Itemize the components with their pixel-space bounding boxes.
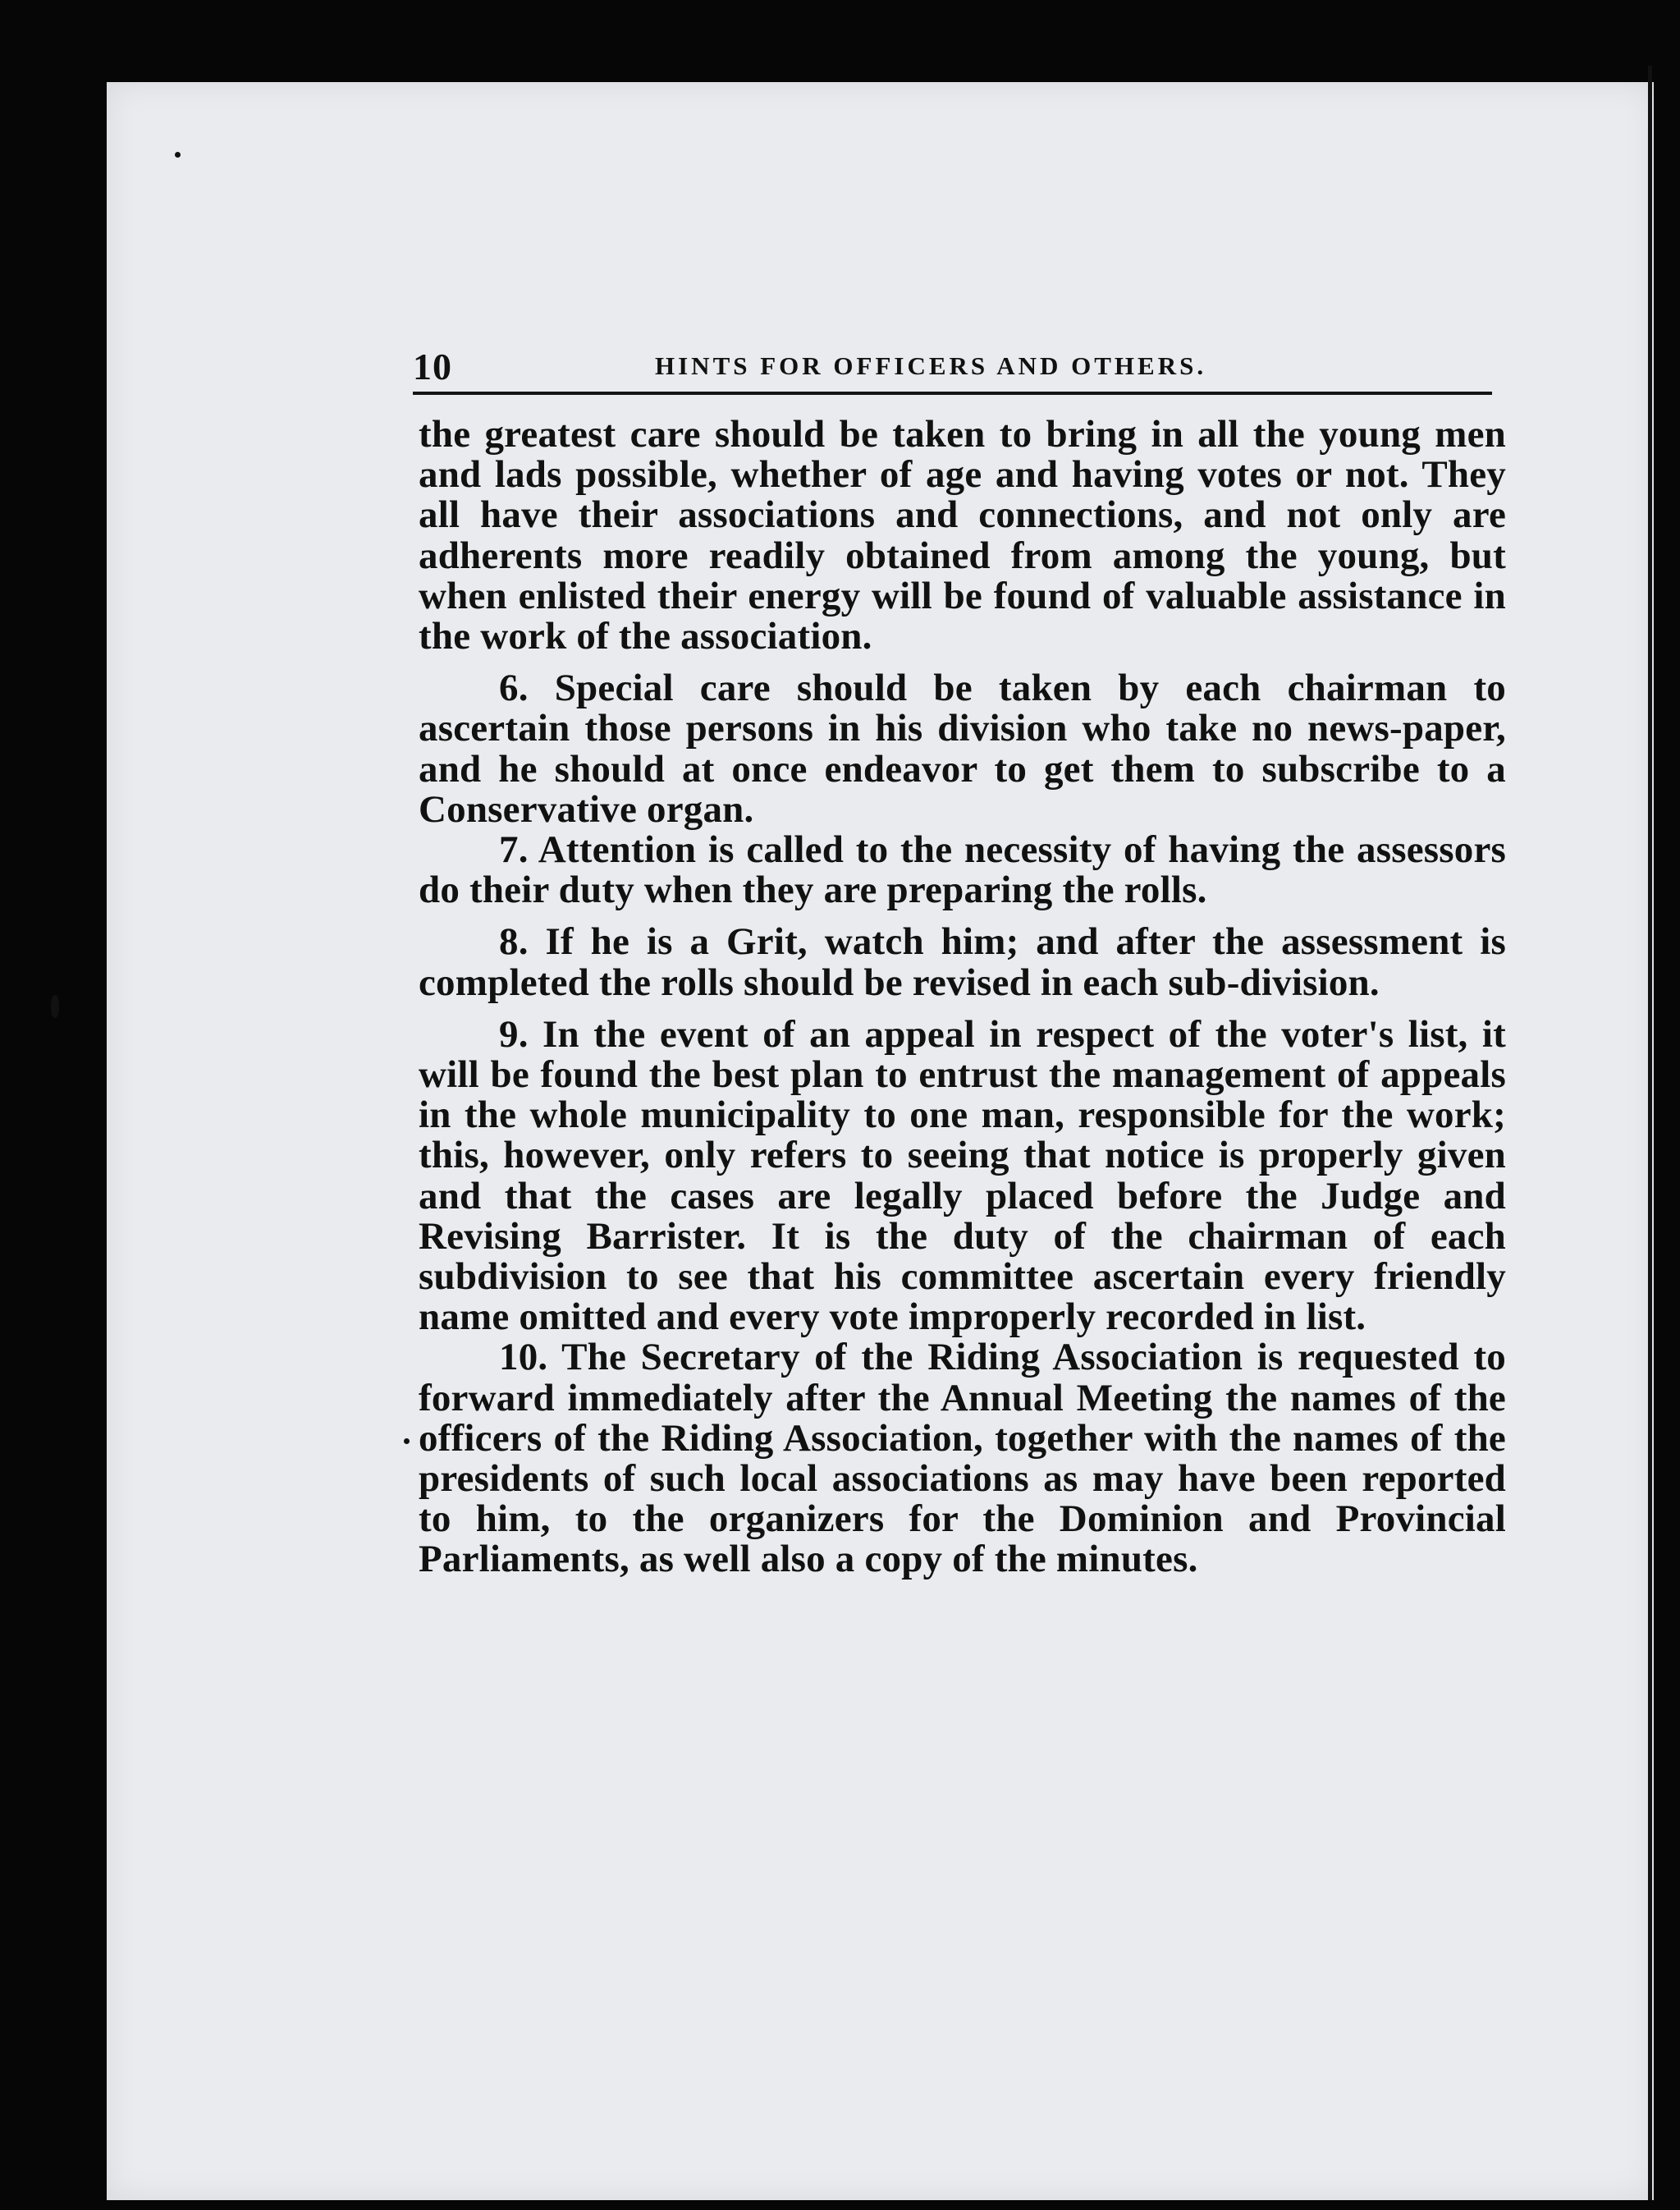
scan-speck [51,995,59,1018]
body-text [419,415,1506,1580]
paragraph-6: 6. Special care should be taken by each chairman to ascertain those persons in his division who take no news-paper, and he should at once endeavor to get them to subscribe to a Conservative organ. [419,667,1506,831]
paragraph-8: 8. If he is a Grit, watch him; and after the assessment is completed the rolls should be revised in each sub-division. [419,920,1506,1004]
page-header [413,345,1488,394]
page-edge-shadow [1648,66,1652,2200]
scan-speck [404,1438,410,1444]
page-number: 10 [413,346,452,387]
running-head: HINTS FOR OFFICERS AND OTHERS. [655,351,1207,380]
paragraph-10: 10. The Secretary of the Riding Association is requested to forward immediately after the Annual Meeting the names of the officers of the Riding Association, together with the names of the presidents of such local associations as may have been reported to him, to the organizers for the Dominion and Provincial Parliaments, as well also a copy of the minutes. [419,1336,1506,1581]
scan-speck [175,152,181,158]
paragraph-7: 7. Attention is called to the necessity of having the assessors do their duty when they are preparing the rolls. [419,828,1506,912]
header-rule [413,392,1492,395]
paragraph-continuation: the greatest care should be taken to bring in all the young men and lads possible, whether of age and having votes or not. They all have their associations and connections, and not only are adherents more readily obtained from among the young, but when enlisted their energy will be found of valuable assistance in the work of the association. [419,413,1506,658]
paragraph-9: 9. In the event of an appeal in respect of the voter's list, it will be found the best plan to entrust the management of appeals in the whole municipality to one man, responsible for the work; this, however, only refers to seeing that notice is properly given and that the cases are legally placed before the Judge and Revising Barrister. It is the duty of the chairman of each subdivision to see that his committee ascertain every friendly name omitted and every vote improperly recorded in list. [419,1012,1506,1339]
